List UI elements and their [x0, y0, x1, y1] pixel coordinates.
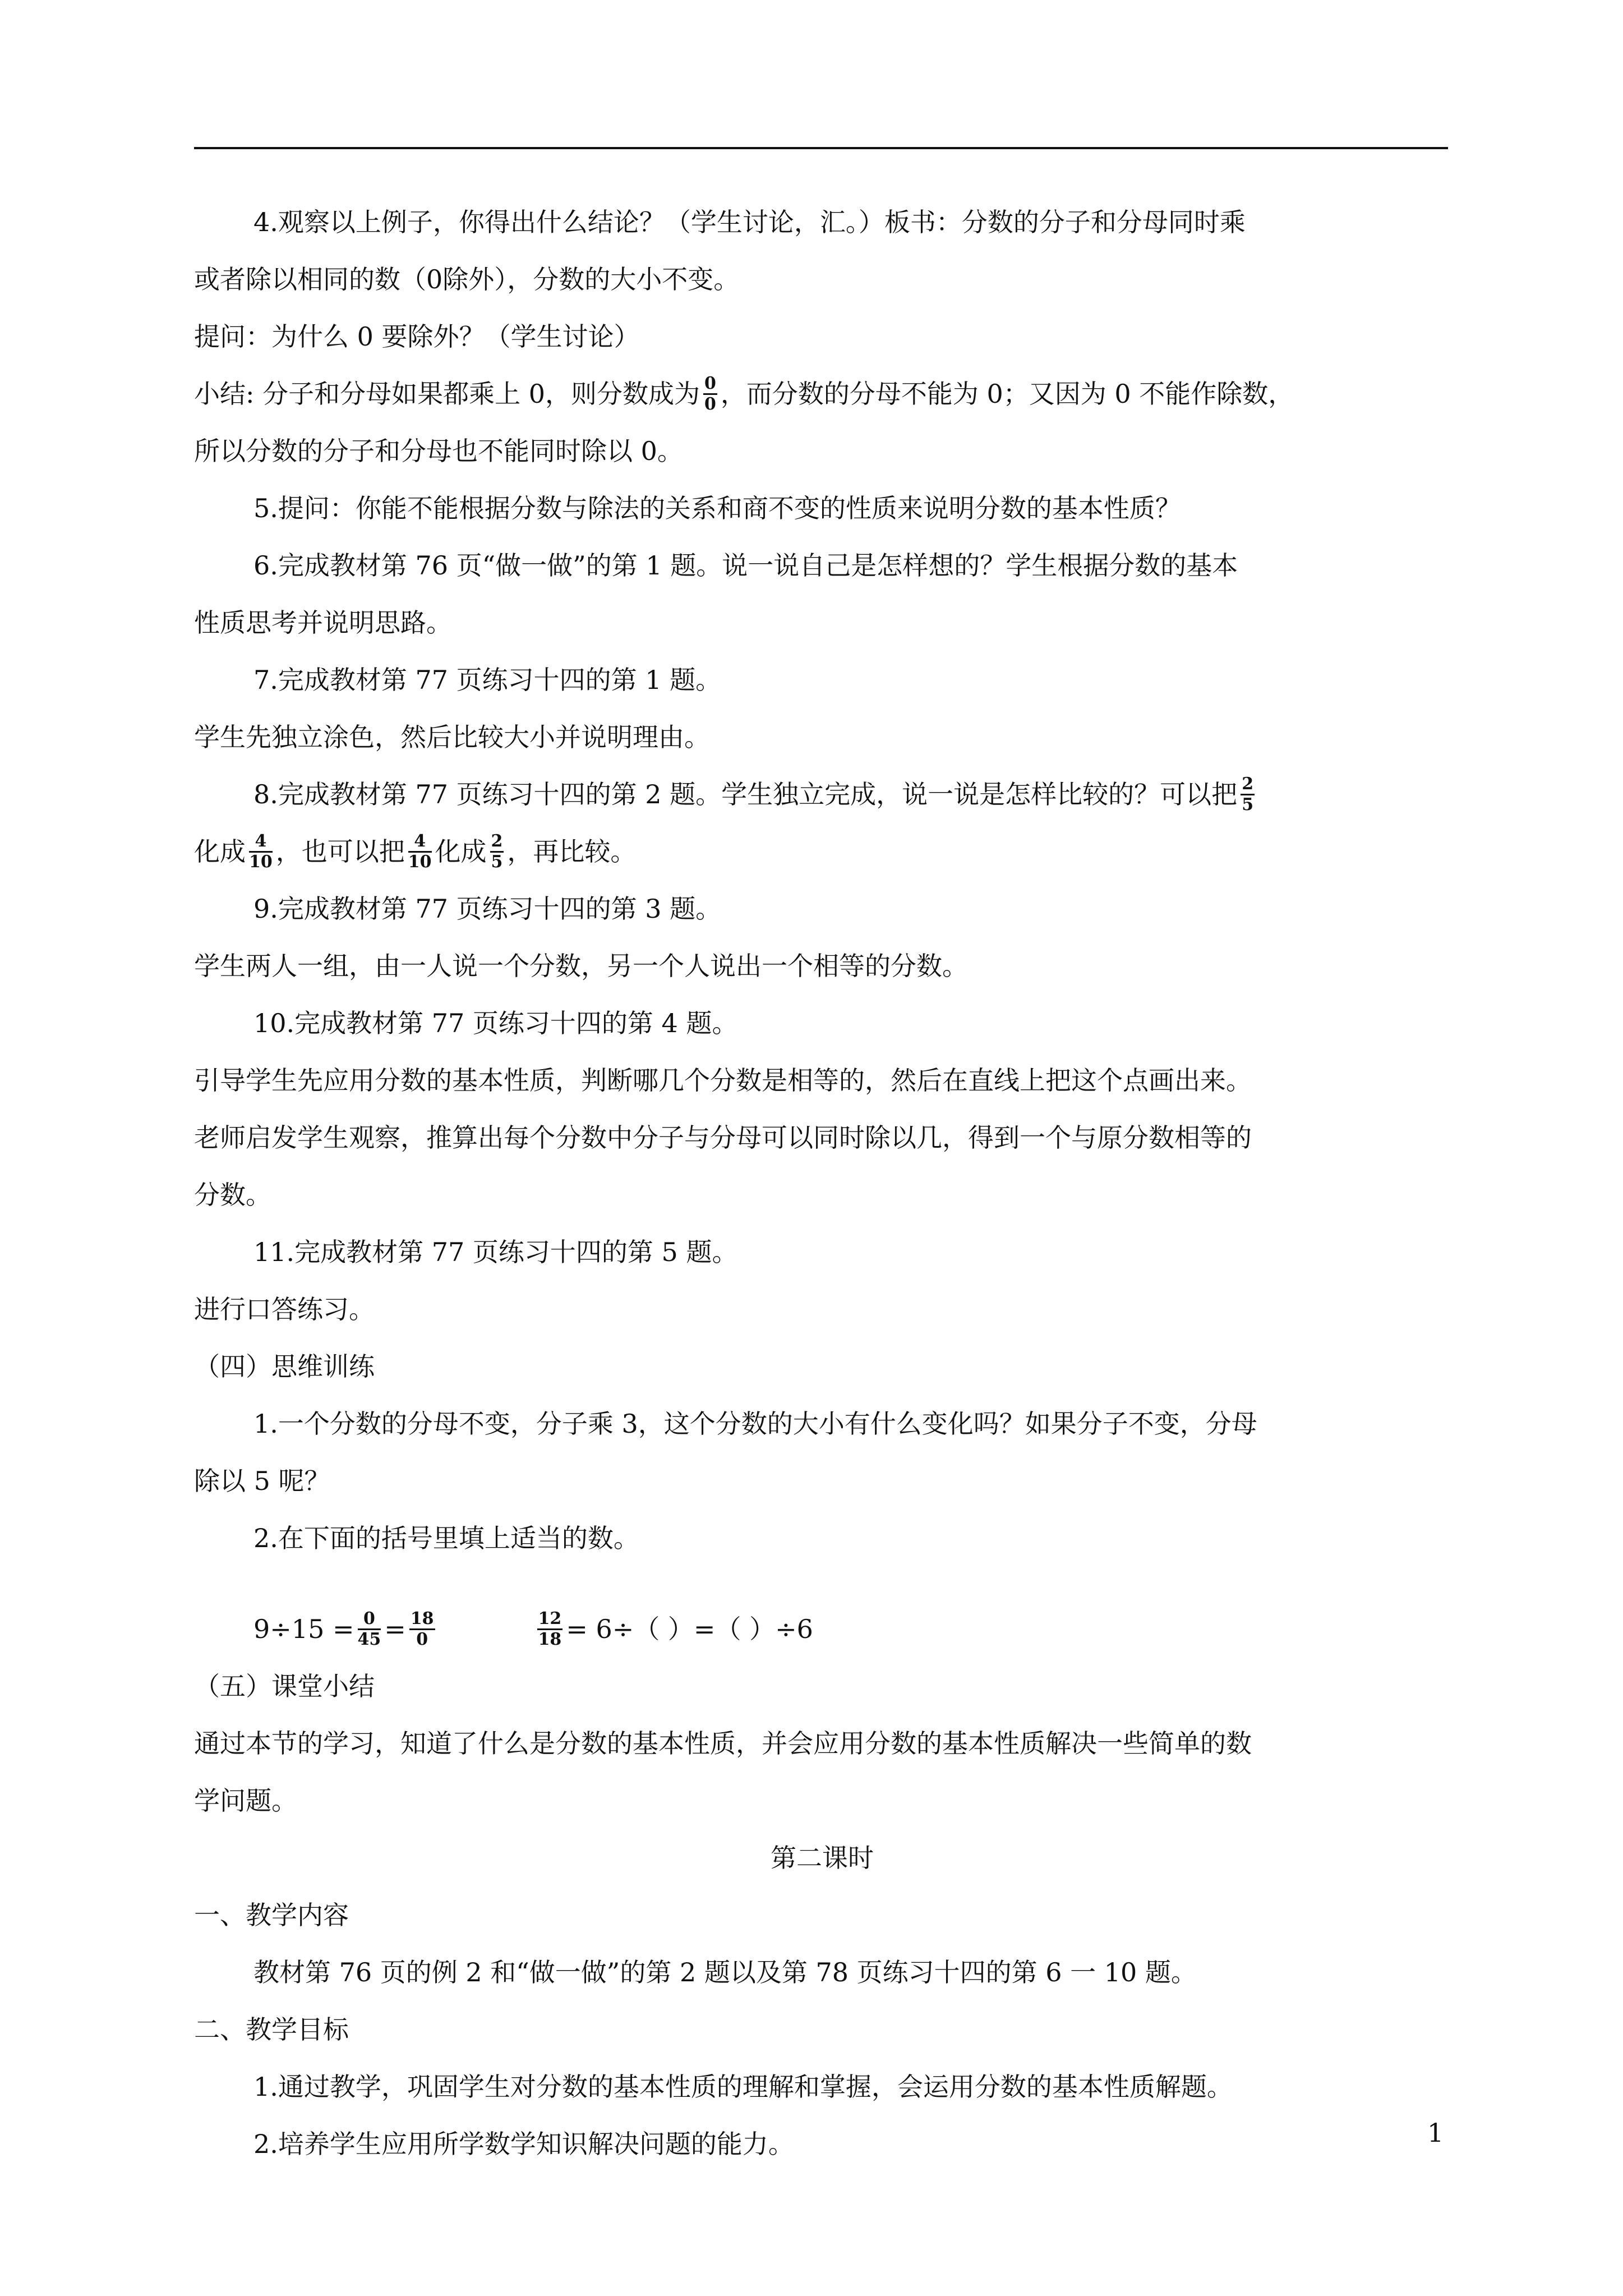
paragraph-10-line3: 老师启发学生观察，推算出每个分数中分子与分母可以同时除以几，得到一个与原分数相等的	[194, 1122, 1252, 1153]
teaching-content-text: 教材第 76 页的例 2 和“做一做”的第 2 题以及第 78 页练习十四的第 6 一 10 题。	[253, 1957, 1197, 1987]
text-compare: ，再比较。	[507, 836, 637, 867]
paragraph-4-line1: 4.观察以上例子，你得出什么结论？（学生讨论，汇。）板书：分数的分子和分母同时乘	[253, 207, 1246, 237]
heading-teaching-content: 一、教学内容	[194, 1900, 349, 1930]
training-1-line2: 除以 5 呢？	[194, 1466, 330, 1496]
text-convert: 化成	[194, 836, 246, 867]
math-exercise-line	[194, 1600, 1450, 1658]
fraction-4-10-b: $\frac{4}{10}$	[408, 831, 432, 872]
goal-2: 2.培养学生应用所学数学知识解决问题的能力。	[253, 2129, 794, 2159]
paragraph-7-detail: 学生先独立涂色，然后比较大小并说明理由。	[194, 722, 710, 752]
paragraph-6-line2: 性质思考并说明思路。	[194, 608, 452, 638]
goal-1: 1.通过教学，巩固学生对分数的基本性质的理解和掌握，会运用分数的基本性质解题。	[253, 2072, 1233, 2102]
paragraph-9: 9.完成教材第 77 页练习十四的第 3 题。	[253, 894, 722, 924]
math-a-prefix: 9÷15 =	[253, 1614, 354, 1644]
text-also: ，也可以把	[275, 836, 405, 867]
paragraph-10-line4: 分数。	[194, 1180, 271, 1210]
header-rule	[194, 147, 1448, 149]
page-number: 1	[1427, 2118, 1444, 2148]
paragraph-9-detail: 学生两人一组，由一人说一个分数，另一个人说出一个相等的分数。	[194, 951, 968, 981]
paragraph-5: 5.提问：你能不能根据分数与除法的关系和商不变的性质来说明分数的基本性质？	[253, 493, 1181, 523]
paragraph-7: 7.完成教材第 77 页练习十四的第 1 题。	[253, 665, 722, 695]
fraction-zero-over-zero: $\frac{0}{0}$	[704, 373, 716, 414]
paragraph-10: 10.完成教材第 77 页练习十四的第 4 题。	[253, 1008, 738, 1038]
training-1-line1: 1.一个分数的分母不变，分子乘 3，这个分数的大小有什么变化吗？如果分子不变，分母	[253, 1409, 1257, 1439]
lesson-2-title: 第二课时	[771, 1843, 874, 1873]
fraction-2-5: $\frac{2}{5}$	[1242, 774, 1254, 815]
paragraph-11: 11.完成教材第 77 页练习十四的第 5 题。	[253, 1237, 738, 1267]
heading-teaching-goals: 二、教学目标	[194, 2014, 349, 2045]
fraction-18-0: $\frac{18}{0}$	[410, 1608, 434, 1649]
summary-line1	[194, 365, 1450, 422]
fraction-4-10: $\frac{4}{10}$	[249, 831, 273, 872]
summary-text-post: ，而分数的分母不能为 0；又因为 0 不能作除数，	[720, 379, 1294, 409]
summary-line2: 所以分数的分子和分母也不能同时除以 0。	[194, 436, 683, 466]
section-4-heading: （四）思维训练	[194, 1351, 375, 1382]
summary-section-line1: 通过本节的学习，知道了什么是分数的基本性质，并会应用分数的基本性质解决一些简单的数	[194, 1728, 1252, 1759]
summary-text-pre: 小结: 分子和分母如果都乘上 0，则分数成为	[194, 379, 700, 409]
paragraph-6-line1: 6.完成教材第 76 页“做一做”的第 1 题。说一说自己是怎样想的？学生根据分数的基本	[253, 550, 1238, 581]
math-b-rest: = 6÷（ ）=（ ）÷6	[566, 1614, 813, 1644]
paragraph-11-detail: 进行口答练习。	[194, 1294, 375, 1324]
summary-section-line2: 学问题。	[194, 1786, 297, 1816]
paragraph-8-line1	[194, 766, 1450, 823]
fraction-2-5-b: $\frac{2}{5}$	[491, 831, 503, 872]
paragraph-4-line2: 或者除以相同的数（0除外），分数的大小不变。	[194, 264, 740, 295]
paragraph-10-line2: 引导学生先应用分数的基本性质，判断哪几个分数是相等的，然后在直线上把这个点画出来。	[194, 1065, 1252, 1096]
section-5-heading: （五）课堂小结	[194, 1671, 375, 1701]
question-line: 提问：为什么 0 要除外？（学生讨论）	[194, 321, 640, 352]
paragraph-8-line2	[194, 823, 1450, 880]
fraction-0-45: $\frac{0}{45}$	[357, 1608, 381, 1649]
fraction-12-18: $\frac{12}{18}$	[538, 1608, 562, 1649]
math-equals: =	[384, 1614, 406, 1644]
paragraph-8-text: 8.完成教材第 77 页练习十四的第 2 题。学生独立完成，说一说是怎样比较的？可以把	[253, 779, 1238, 809]
document-body	[194, 194, 1450, 2173]
text-convert-b: 化成	[435, 836, 487, 867]
training-2: 2.在下面的括号里填上适当的数。	[253, 1523, 639, 1553]
